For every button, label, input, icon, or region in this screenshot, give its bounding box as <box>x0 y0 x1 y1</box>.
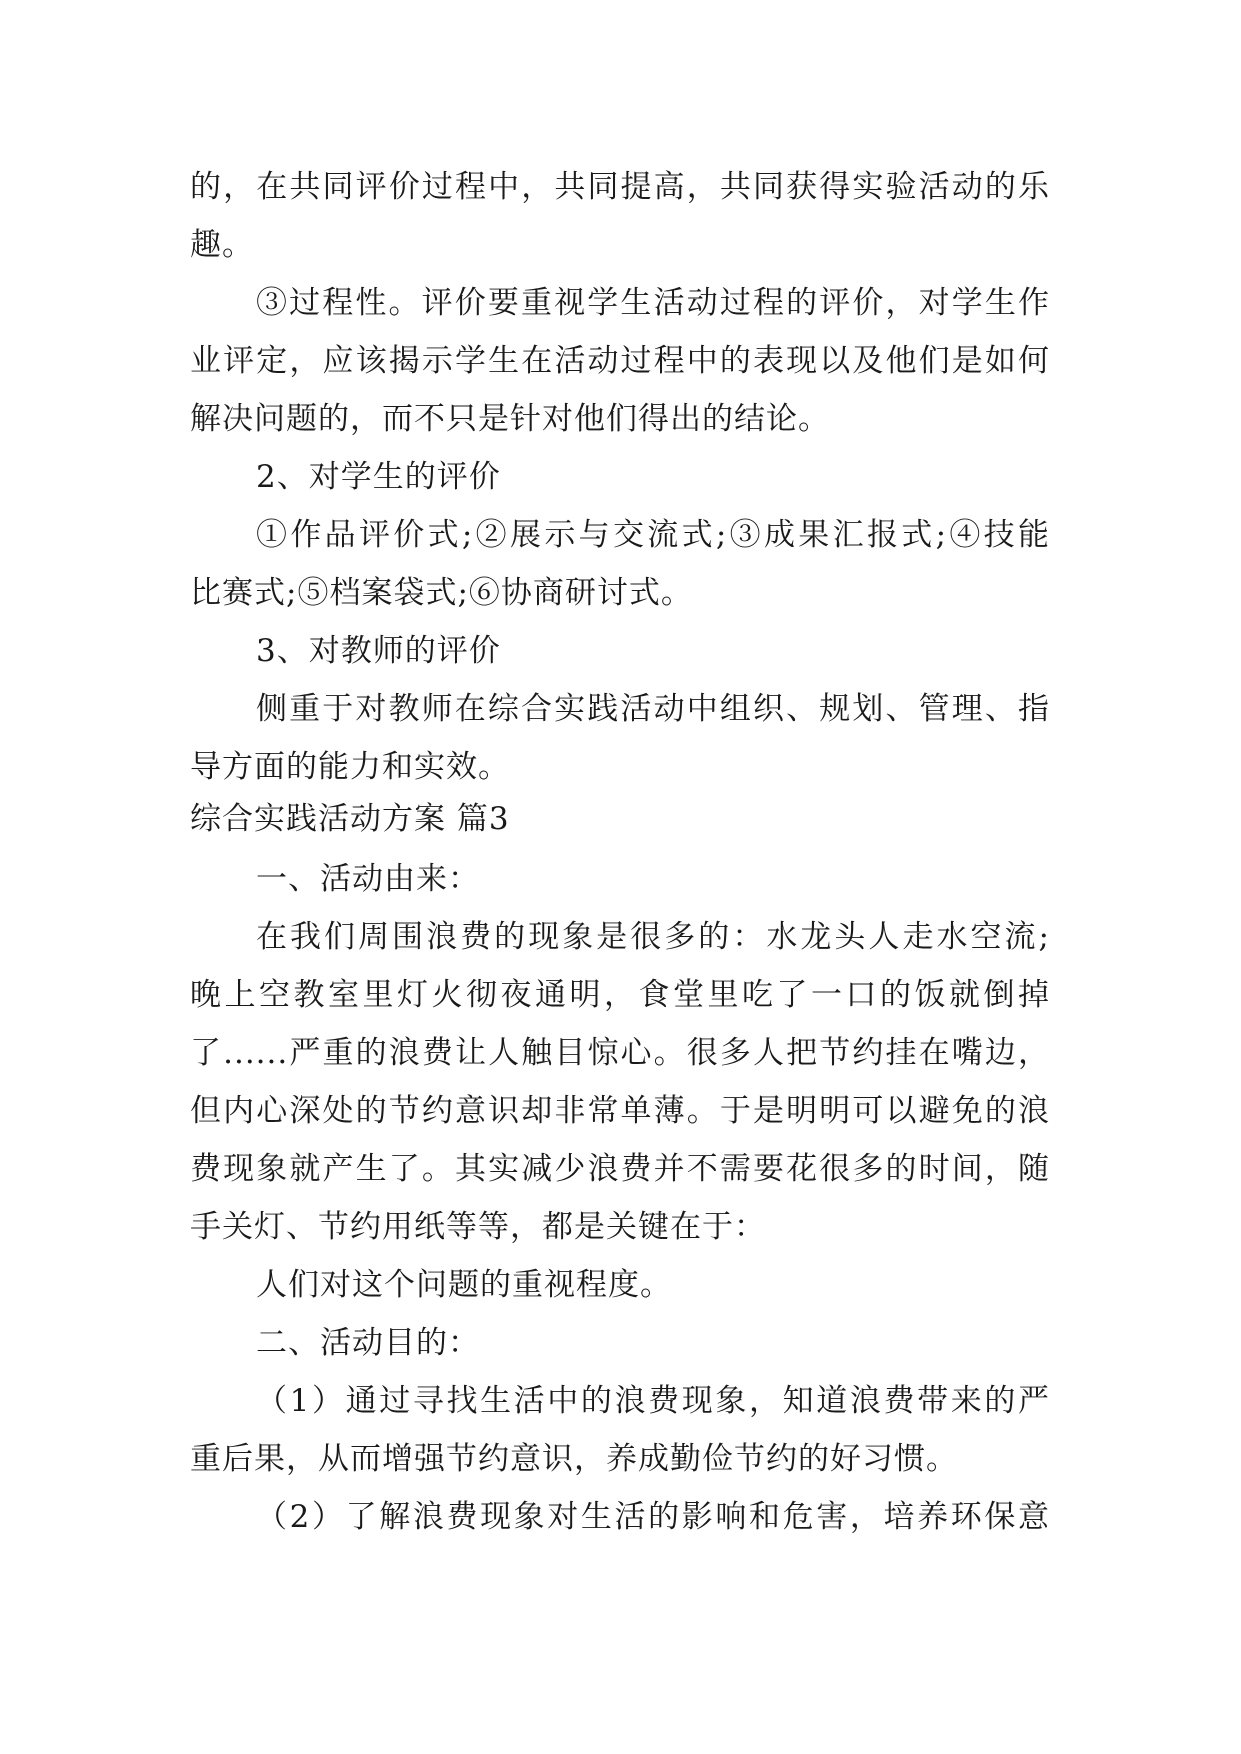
paragraph-line: 晚上空教室里灯火彻夜通明，食堂里吃了一口的饭就倒掉 <box>190 977 1050 1013</box>
paragraph-line: 但内心深处的节约意识却非常单薄。于是明明可以避免的浪 <box>190 1093 1050 1129</box>
paragraph-line: 导方面的能力和实效。 <box>190 749 510 785</box>
paragraph-line: ①作品评价式;②展示与交流式;③成果汇报式;④技能 <box>256 517 1050 553</box>
section-subheading: 2、对学生的评价 <box>256 459 501 495</box>
document-body <box>190 158 1050 1546</box>
paragraph-line: 在我们周围浪费的现象是很多的：水龙头人走水空流; <box>256 919 1050 955</box>
spacer <box>190 842 1050 850</box>
paragraph-line: （2）了解浪费现象对生活的影响和危害，培养环保意 <box>256 1499 1050 1535</box>
paragraph-line: 手关灯、节约用纸等等，都是关键在于： <box>190 1209 766 1245</box>
paragraph-line: 人们对这个问题的重视程度。 <box>256 1267 672 1303</box>
paragraph-line: 费现象就产生了。其实减少浪费并不需要花很多的时间，随 <box>190 1151 1050 1187</box>
section-subheading: 3、对教师的评价 <box>256 633 501 669</box>
paragraph-line: （1）通过寻找生活中的浪费现象，知道浪费带来的严 <box>256 1383 1050 1419</box>
paragraph-line: 业评定，应该揭示学生在活动过程中的表现以及他们是如何 <box>190 343 1050 379</box>
paragraph-line: 了......严重的浪费让人触目惊心。很多人把节约挂在嘴边， <box>190 1035 1050 1071</box>
paragraph-line: 侧重于对教师在综合实践活动中组织、规划、管理、指 <box>256 691 1050 727</box>
paragraph-line: 解决问题的，而不只是针对他们得出的结论。 <box>190 401 830 437</box>
paragraph-line: 重后果，从而增强节约意识，养成勤俭节约的好习惯。 <box>190 1441 958 1477</box>
paragraph-line: ③过程性。评价要重视学生活动过程的评价，对学生作 <box>256 285 1050 321</box>
paragraph-line: 的，在共同评价过程中，共同提高，共同获得实验活动的乐 <box>190 169 1050 205</box>
section-subheading: 二、活动目的： <box>256 1325 480 1361</box>
section-title: 综合实践活动方案 篇3 <box>190 801 510 837</box>
paragraph-line: 比赛式;⑤档案袋式;⑥协商研讨式。 <box>190 575 693 611</box>
section-subheading: 一、活动由来： <box>256 861 480 897</box>
paragraph-line: 趣。 <box>190 227 254 263</box>
